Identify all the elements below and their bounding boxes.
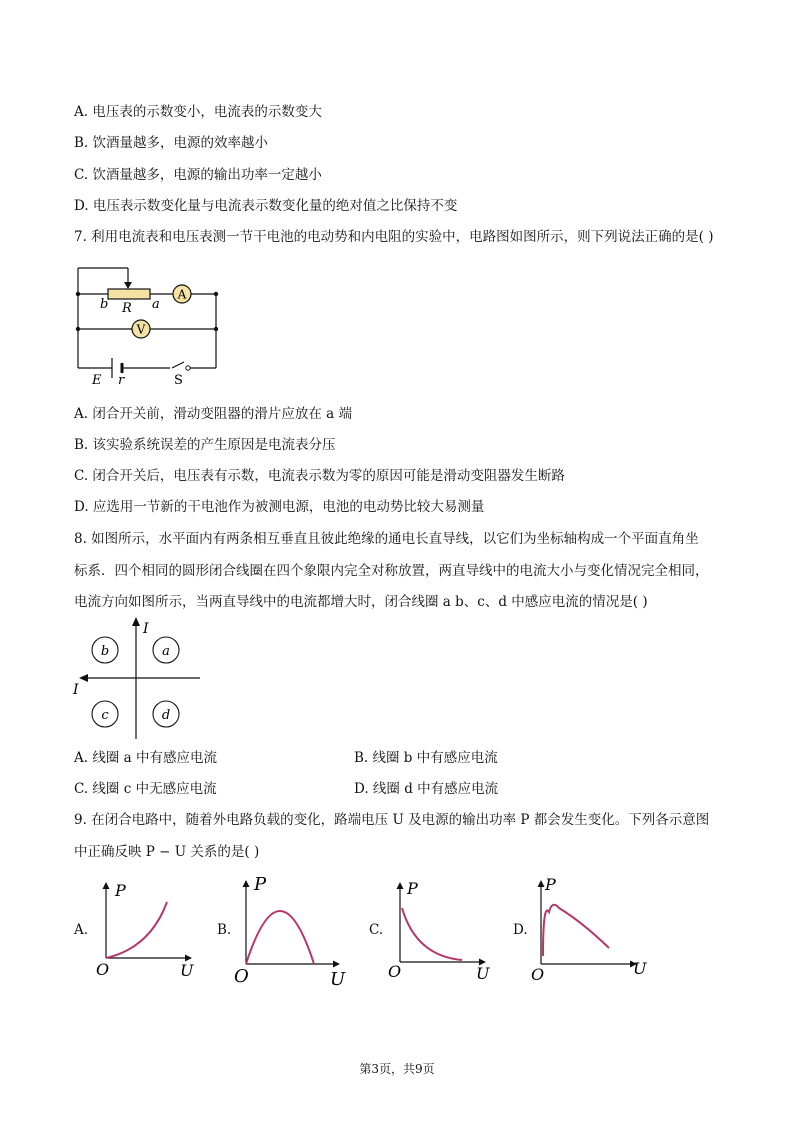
graph-c-origin: O bbox=[388, 962, 402, 981]
label-S: S bbox=[174, 373, 183, 388]
graph-b-xlabel: U bbox=[330, 969, 346, 990]
graph-a-ylabel: P bbox=[115, 881, 126, 900]
graph-c-curve bbox=[402, 908, 462, 960]
junction-dot bbox=[214, 292, 218, 296]
q9-graph-d bbox=[527, 872, 653, 984]
q9-stem-line-1: 9. 在闭合电路中，随着外电路负载的变化，路端电压 U 及电源的输出功率 P 都会发生变化。下列各示意图 bbox=[74, 812, 710, 828]
q8-coil-diagram bbox=[70, 615, 210, 743]
graph-c-xlabel: U bbox=[476, 964, 490, 983]
arrow-up bbox=[132, 617, 140, 626]
graph-a-origin: O bbox=[96, 960, 110, 979]
q9-graph-c bbox=[386, 876, 498, 986]
coil-a-label: a bbox=[162, 644, 170, 659]
label-I-vertical: I bbox=[143, 621, 149, 637]
graph-b-curve bbox=[246, 911, 314, 964]
coil-d-label: d bbox=[161, 708, 171, 723]
q9-graph-a-label: A. bbox=[74, 922, 89, 938]
q7-stem: 7. 利用电流表和电压表测一节干电池的电动势和内电阻的实验中，电路图如图所示，则下列说法正确的是( ) bbox=[74, 229, 714, 245]
graph-a-xlabel: U bbox=[180, 961, 194, 980]
graph-d-curve bbox=[543, 905, 609, 956]
q7-option-c: C. 闭合开关后，电压表有示数，电流表示数为零的原因可能是滑动变阻器发生断路 bbox=[74, 468, 565, 484]
q9-graph-c-label: C. bbox=[369, 922, 384, 938]
q6-option-c: C. 饮酒量越多，电源的输出功率一定越小 bbox=[74, 167, 322, 183]
arrow-left bbox=[79, 674, 88, 682]
q9-stem-line-2: 中正确反映 P − U 关系的是( ) bbox=[74, 844, 260, 860]
q9-graph-b-label: B. bbox=[217, 922, 232, 938]
q7-circuit-diagram bbox=[70, 262, 230, 392]
q9-graph-d-label: D. bbox=[513, 922, 528, 938]
q6-option-d: D. 电压表示数变化量与电流表示数变化量的绝对值之比保持不变 bbox=[74, 198, 458, 214]
graph-d-xlabel: U bbox=[633, 959, 647, 978]
q7-option-d: D. 应选用一节新的干电池作为被测电源，电池的电动势比较大易测量 bbox=[74, 499, 485, 515]
q8-stem-line-1: 8. 如图所示，水平面内有两条相互垂直且彼此绝缘的通电长直导线，以它们为坐标轴构成一个平面直角坐 bbox=[74, 531, 699, 547]
q8-option-d: D. 线圈 d 中有感应电流 bbox=[354, 781, 499, 797]
coil-c-label: c bbox=[101, 708, 109, 723]
graph-b-origin: O bbox=[234, 966, 249, 987]
junction-dot bbox=[76, 327, 80, 331]
q8-option-b: B. 线圈 b 中有感应电流 bbox=[354, 750, 498, 766]
q7-option-b: B. 该实验系统误差的产生原因是电流表分压 bbox=[74, 437, 336, 453]
label-I-horizontal: I bbox=[73, 682, 79, 698]
q8-stem-line-3: 电流方向如图所示，当两直导线中的电流都增大时，闭合线圈 a b、c、d 中感应电流的情况是( ) bbox=[74, 594, 648, 610]
q8-option-a: A. 线圈 a 中有感应电流 bbox=[74, 750, 217, 766]
junction-dot bbox=[76, 292, 80, 296]
graph-d-origin: O bbox=[531, 965, 545, 984]
slider-arrow bbox=[124, 282, 132, 289]
q9-graph-b bbox=[232, 872, 352, 990]
coil-b-label: b bbox=[100, 644, 110, 659]
graph-a-curve bbox=[106, 902, 167, 958]
q6-option-a: A. 电压表的示数变小，电流表的示数变大 bbox=[74, 104, 322, 120]
voltmeter-label: V bbox=[136, 322, 146, 337]
label-R: R bbox=[122, 301, 132, 316]
page-footer: 第3页，共9页 bbox=[359, 1062, 435, 1076]
q9-graph-a bbox=[94, 876, 204, 986]
label-r: r bbox=[118, 373, 125, 388]
junction-dot bbox=[214, 327, 218, 331]
switch-contact bbox=[186, 366, 190, 370]
graph-b-ylabel: P bbox=[254, 874, 267, 895]
ammeter-label: A bbox=[177, 287, 187, 302]
label-E: E bbox=[92, 373, 102, 388]
rheostat bbox=[108, 289, 150, 299]
label-a: a bbox=[152, 297, 160, 312]
q7-option-a: A. 闭合开关前，滑动变阻器的滑片应放在 a 端 bbox=[74, 406, 352, 422]
label-b: b bbox=[100, 297, 109, 312]
q6-option-b: B. 饮酒量越多，电源的效率越小 bbox=[74, 135, 269, 151]
graph-c-ylabel: P bbox=[407, 879, 418, 898]
q8-option-c: C. 线圈 c 中无感应电流 bbox=[74, 781, 217, 797]
graph-d-ylabel: P bbox=[545, 875, 556, 894]
q8-stem-line-2: 标系．四个相同的圆形闭合线圈在四个象限内完全对称放置，两直导线中的电流大小与变化情况完全相同， bbox=[74, 563, 709, 579]
